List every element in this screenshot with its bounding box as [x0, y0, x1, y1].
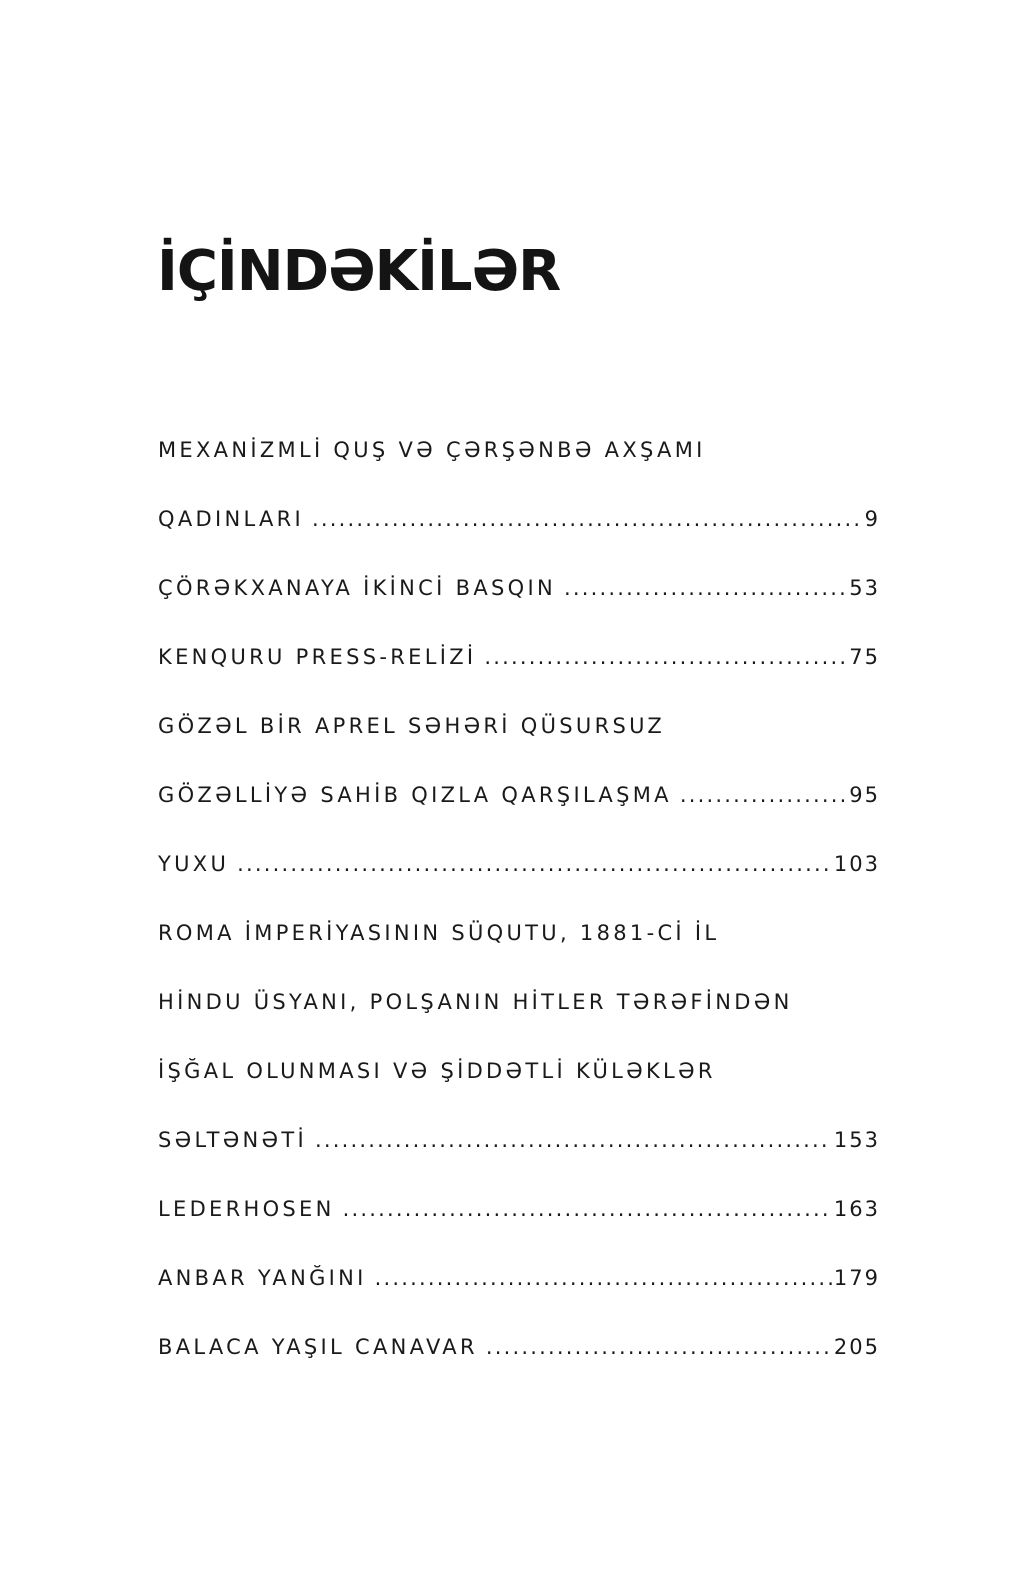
toc-page-number: 53	[849, 576, 880, 600]
toc-page-number: 95	[849, 783, 880, 807]
toc-entry-title: KENQURU PRESS-RELİZİ	[158, 645, 477, 669]
dot-leader	[312, 485, 863, 554]
toc-line	[158, 554, 880, 623]
toc-page-number: 163	[833, 1197, 880, 1221]
toc-line	[158, 1106, 880, 1175]
toc-entry-title: GÖZƏLLİYƏ SAHİB QIZLA QARŞILAŞMA	[158, 783, 672, 807]
toc-line	[158, 623, 880, 692]
toc-line	[158, 692, 880, 761]
page-title: İÇİNDƏKİLƏR	[157, 239, 561, 304]
toc-entry-title: YUXU	[158, 852, 230, 876]
dot-leader	[486, 1313, 832, 1382]
dot-leader	[343, 1175, 832, 1244]
toc-page-number: 9	[864, 507, 880, 531]
toc-line	[158, 1037, 880, 1106]
toc-line	[158, 1244, 880, 1313]
toc-entry-title: ROMA İMPERİYASININ SÜQUTU, 1881-Cİ İL	[158, 921, 720, 945]
toc-line	[158, 1313, 880, 1382]
toc-page-number: 103	[833, 852, 880, 876]
toc-entry-title: SƏLTƏNƏTİ	[158, 1128, 307, 1152]
dot-leader	[564, 554, 847, 623]
toc-line	[158, 485, 880, 554]
toc-line	[158, 899, 880, 968]
dot-leader	[680, 761, 847, 830]
toc-line	[158, 968, 880, 1037]
toc-entry-title: QADINLARI	[158, 507, 304, 531]
toc-entry-title: BALACA YAŞIL CANAVAR	[158, 1335, 478, 1359]
toc-entry-title: GÖZƏL BİR APREL SƏHƏRİ QÜSURSUZ	[158, 714, 666, 738]
table-of-contents	[158, 416, 880, 1382]
toc-page-number: 179	[833, 1266, 880, 1290]
toc-line	[158, 761, 880, 830]
toc-line	[158, 830, 880, 899]
dot-leader	[315, 1106, 832, 1175]
toc-entry-title: ÇÖRƏKXANAYA İKİNCİ BASQIN	[158, 576, 556, 600]
dot-leader	[375, 1244, 832, 1313]
toc-entry-title: MEXANİZMLİ QUŞ VƏ ÇƏRŞƏNBƏ AXŞAMI	[158, 438, 706, 462]
toc-entry-title: İŞĞAL OLUNMASI VƏ ŞİDDƏTLİ KÜLƏKLƏR	[158, 1059, 716, 1083]
toc-entry-title: HİNDU ÜSYANI, POLŞANIN HİTLER TƏRƏFİNDƏN	[158, 990, 793, 1014]
toc-line	[158, 1175, 880, 1244]
toc-line	[158, 416, 880, 485]
dot-leader	[484, 623, 847, 692]
toc-page-number: 205	[833, 1335, 880, 1359]
dot-leader	[237, 830, 832, 899]
toc-entry-title: ANBAR YANĞINI	[158, 1266, 367, 1290]
toc-entry-title: LEDERHOSEN	[158, 1197, 335, 1221]
toc-page-number: 75	[849, 645, 880, 669]
toc-page-number: 153	[833, 1128, 880, 1152]
